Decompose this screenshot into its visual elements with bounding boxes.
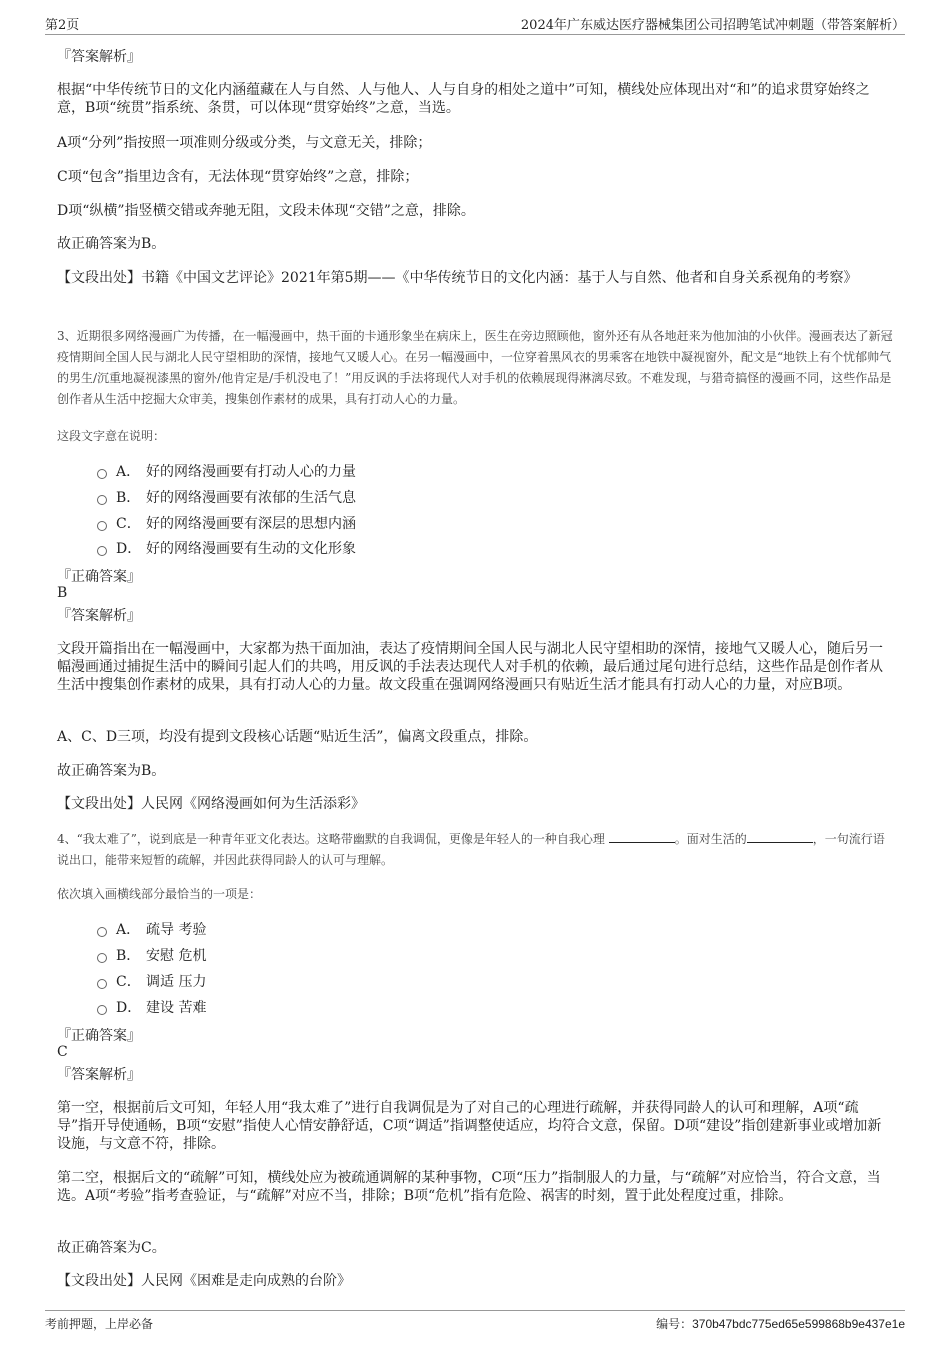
analysis-paragraph: 第一空，根据前后文可知，年轻人用“我太难了”进行自我调侃是为了对自己的心理进行疏解，并获得同龄人的认可和理解，A项“疏导”指开导使通畅，B项“安慰”指使人心情安静舒适，C项“调适”指调整使适应，均符合文意，保留。D项“建设”指创建新事业或增加新设施，与文意不符，排除。 — [57, 1100, 882, 1152]
question-3-option-d[interactable] — [97, 538, 356, 558]
analysis-paragraph: D项“纵横”指竖横交错或奔驰无阻，文段未体现“交错”之意，排除。 — [57, 203, 475, 219]
stem-part: ，一句流行语说出口，能带来短暂的疏解，并因此获得同龄人的认可与理解。 — [57, 832, 885, 867]
correct-answer-value: C — [57, 1044, 68, 1060]
stem-part: 。面对生活的 — [674, 832, 747, 846]
analysis-label: 『答案解析』 — [57, 1067, 141, 1083]
analysis-label: 『答案解析』 — [57, 608, 141, 624]
radio-icon[interactable] — [97, 521, 107, 531]
question-4-lead: 依次填入画横线部分最恰当的一项是： — [57, 887, 262, 901]
page-header — [45, 12, 905, 35]
correct-answer-text: 故正确答案为B。 — [57, 236, 166, 252]
question-3-lead: 这段文字意在说明： — [57, 429, 166, 443]
option-text: 安慰 危机 — [146, 948, 207, 964]
option-text: 好的网络漫画要有打动人心的力量 — [146, 464, 356, 480]
page-footer — [45, 1310, 905, 1335]
fill-blank-2 — [747, 831, 813, 843]
code-value: 370b47bdc775ed65e599868b9e437e1e — [692, 1317, 905, 1331]
radio-icon[interactable] — [97, 979, 107, 989]
analysis-paragraph: A项“分列”指按照一项准则分级或分类，与文意无关，排除； — [57, 135, 432, 151]
document-title: 2024年广东威达医疗器械集团公司招聘笔试冲刺题（带答案解析） — [520, 18, 905, 33]
option-text: 调适 压力 — [146, 974, 207, 990]
source-citation: 【文段出处】人民网《网络漫画如何为生活添彩》 — [57, 796, 365, 812]
option-key: D． — [116, 1000, 142, 1016]
question-3-option-b[interactable] — [97, 487, 356, 507]
correct-answer-text: 故正确答案为B。 — [57, 763, 166, 779]
option-key: B． — [116, 948, 141, 964]
option-key: A． — [116, 464, 141, 480]
option-text: 好的网络漫画要有深层的思想内涵 — [146, 516, 356, 532]
correct-answer-value: B — [57, 585, 68, 601]
option-text: 好的网络漫画要有生动的文化形象 — [146, 541, 356, 557]
question-3-option-c[interactable] — [97, 513, 356, 533]
radio-icon[interactable] — [97, 469, 107, 479]
analysis-paragraph: A、C、D三项，均没有提到文段核心话题“贴近生活”，偏离文段重点，排除。 — [57, 729, 538, 745]
source-citation: 【文段出处】人民网《困难是走向成熟的台阶》 — [57, 1273, 351, 1289]
question-4-option-c[interactable] — [97, 971, 206, 991]
analysis-paragraph: C项“包含”指里边含有，无法体现“贯穿始终”之意，排除； — [57, 169, 419, 185]
option-text: 好的网络漫画要有浓郁的生活气息 — [146, 490, 356, 506]
option-text: 疏导 考验 — [146, 922, 207, 938]
radio-icon[interactable] — [97, 1005, 107, 1015]
radio-icon[interactable] — [97, 927, 107, 937]
correct-answer-label: 『正确答案』 — [57, 569, 141, 585]
question-4-option-d[interactable] — [97, 997, 206, 1017]
question-4-stem — [57, 829, 893, 871]
source-citation: 【文段出处】书籍《中国文艺评论》2021年第5期——《中华传统节日的文化内涵：基于人与自然、他者和自身关系视角的考察》 — [57, 270, 858, 286]
footer-slogan: 考前押题，上岸必备 — [45, 1317, 154, 1331]
option-key: D． — [116, 541, 142, 557]
option-key: C． — [116, 516, 141, 532]
correct-answer-text: 故正确答案为C。 — [57, 1240, 166, 1256]
code-label: 编号： — [656, 1317, 693, 1331]
question-3-option-a[interactable] — [97, 461, 356, 481]
question-3-stem: 3、近期很多网络漫画广为传播，在一幅漫画中，热干面的卡通形象坐在病床上，医生在旁边照顾他，窗外还有从各地赶来为他加油的小伙伴。漫画表达了新冠疫情期间全国人民与湖北人民守望相助的深情，接地气又暖人心。在另一幅漫画中，一位穿着黑风衣的男乘客在地铁中凝视窗外，配文是“地铁上有个忧郁帅气的男生/沉重地凝视漆黑的窗外/他肯定是/手机没电了！”用反讽的手法将现代人对手机的依赖展现得淋漓尽致。不难发现，与猎奇搞怪的漫画不同，这些作品是创作者从生活中挖掘大众审美，搜集创作素材的成果，具有打动人心的力量。 — [57, 329, 893, 406]
option-text: 建设 苦难 — [146, 1000, 207, 1016]
analysis-paragraph: 第二空，根据后文的“疏解”可知，横线处应为被疏通调解的某种事物，C项“压力”指制服人的力量，与“疏解”对应恰当，符合文意，当选。A项“考验”指考查验证，与“疏解”对应不当，排除；B项“危机”指有危险、祸害的时刻，置于此处程度过重，排除。 — [57, 1170, 881, 1204]
radio-icon[interactable] — [97, 953, 107, 963]
radio-icon[interactable] — [97, 546, 107, 556]
analysis-paragraph: 文段开篇指出在一幅漫画中，大家都为热干面加油，表达了疫情期间全国人民与湖北人民守望相助的深情，接地气又暖人心，随后另一幅漫画通过捕捉生活中的瞬间引起人们的共鸣，用反讽的手法表达现代人对手机的依赖，最后通过尾句进行总结，这些作品是创作者从生活中搜集创作素材的成果，具有打动人心的力量。故文段重在强调网络漫画只有贴近生活才能具有打动人心的力量，对应B项。 — [57, 641, 883, 693]
option-key: C． — [116, 974, 141, 990]
stem-part: 4、“我太难了”，说到底是一种青年亚文化表达。这略带幽默的自我调侃，更像是年轻人的一种自我心理 — [57, 832, 605, 846]
document-code — [656, 1315, 905, 1332]
question-4-option-a[interactable] — [97, 919, 206, 939]
page-number: 第2页 — [45, 18, 80, 33]
analysis-label: 『答案解析』 — [57, 49, 141, 65]
fill-blank-1 — [609, 831, 675, 843]
radio-icon[interactable] — [97, 495, 107, 505]
question-4-option-b[interactable] — [97, 945, 206, 965]
option-key: A． — [116, 922, 141, 938]
correct-answer-label: 『正确答案』 — [57, 1028, 141, 1044]
analysis-paragraph: 根据“中华传统节日的文化内涵蕴藏在人与自然、人与他人、人与自身的相处之道中”可知，横线处应体现出对“和”的追求贯穿始终之意，B项“统贯”指系统、条贯，可以体现“贯穿始终”之意，当选。 — [57, 82, 870, 116]
option-key: B． — [116, 490, 141, 506]
